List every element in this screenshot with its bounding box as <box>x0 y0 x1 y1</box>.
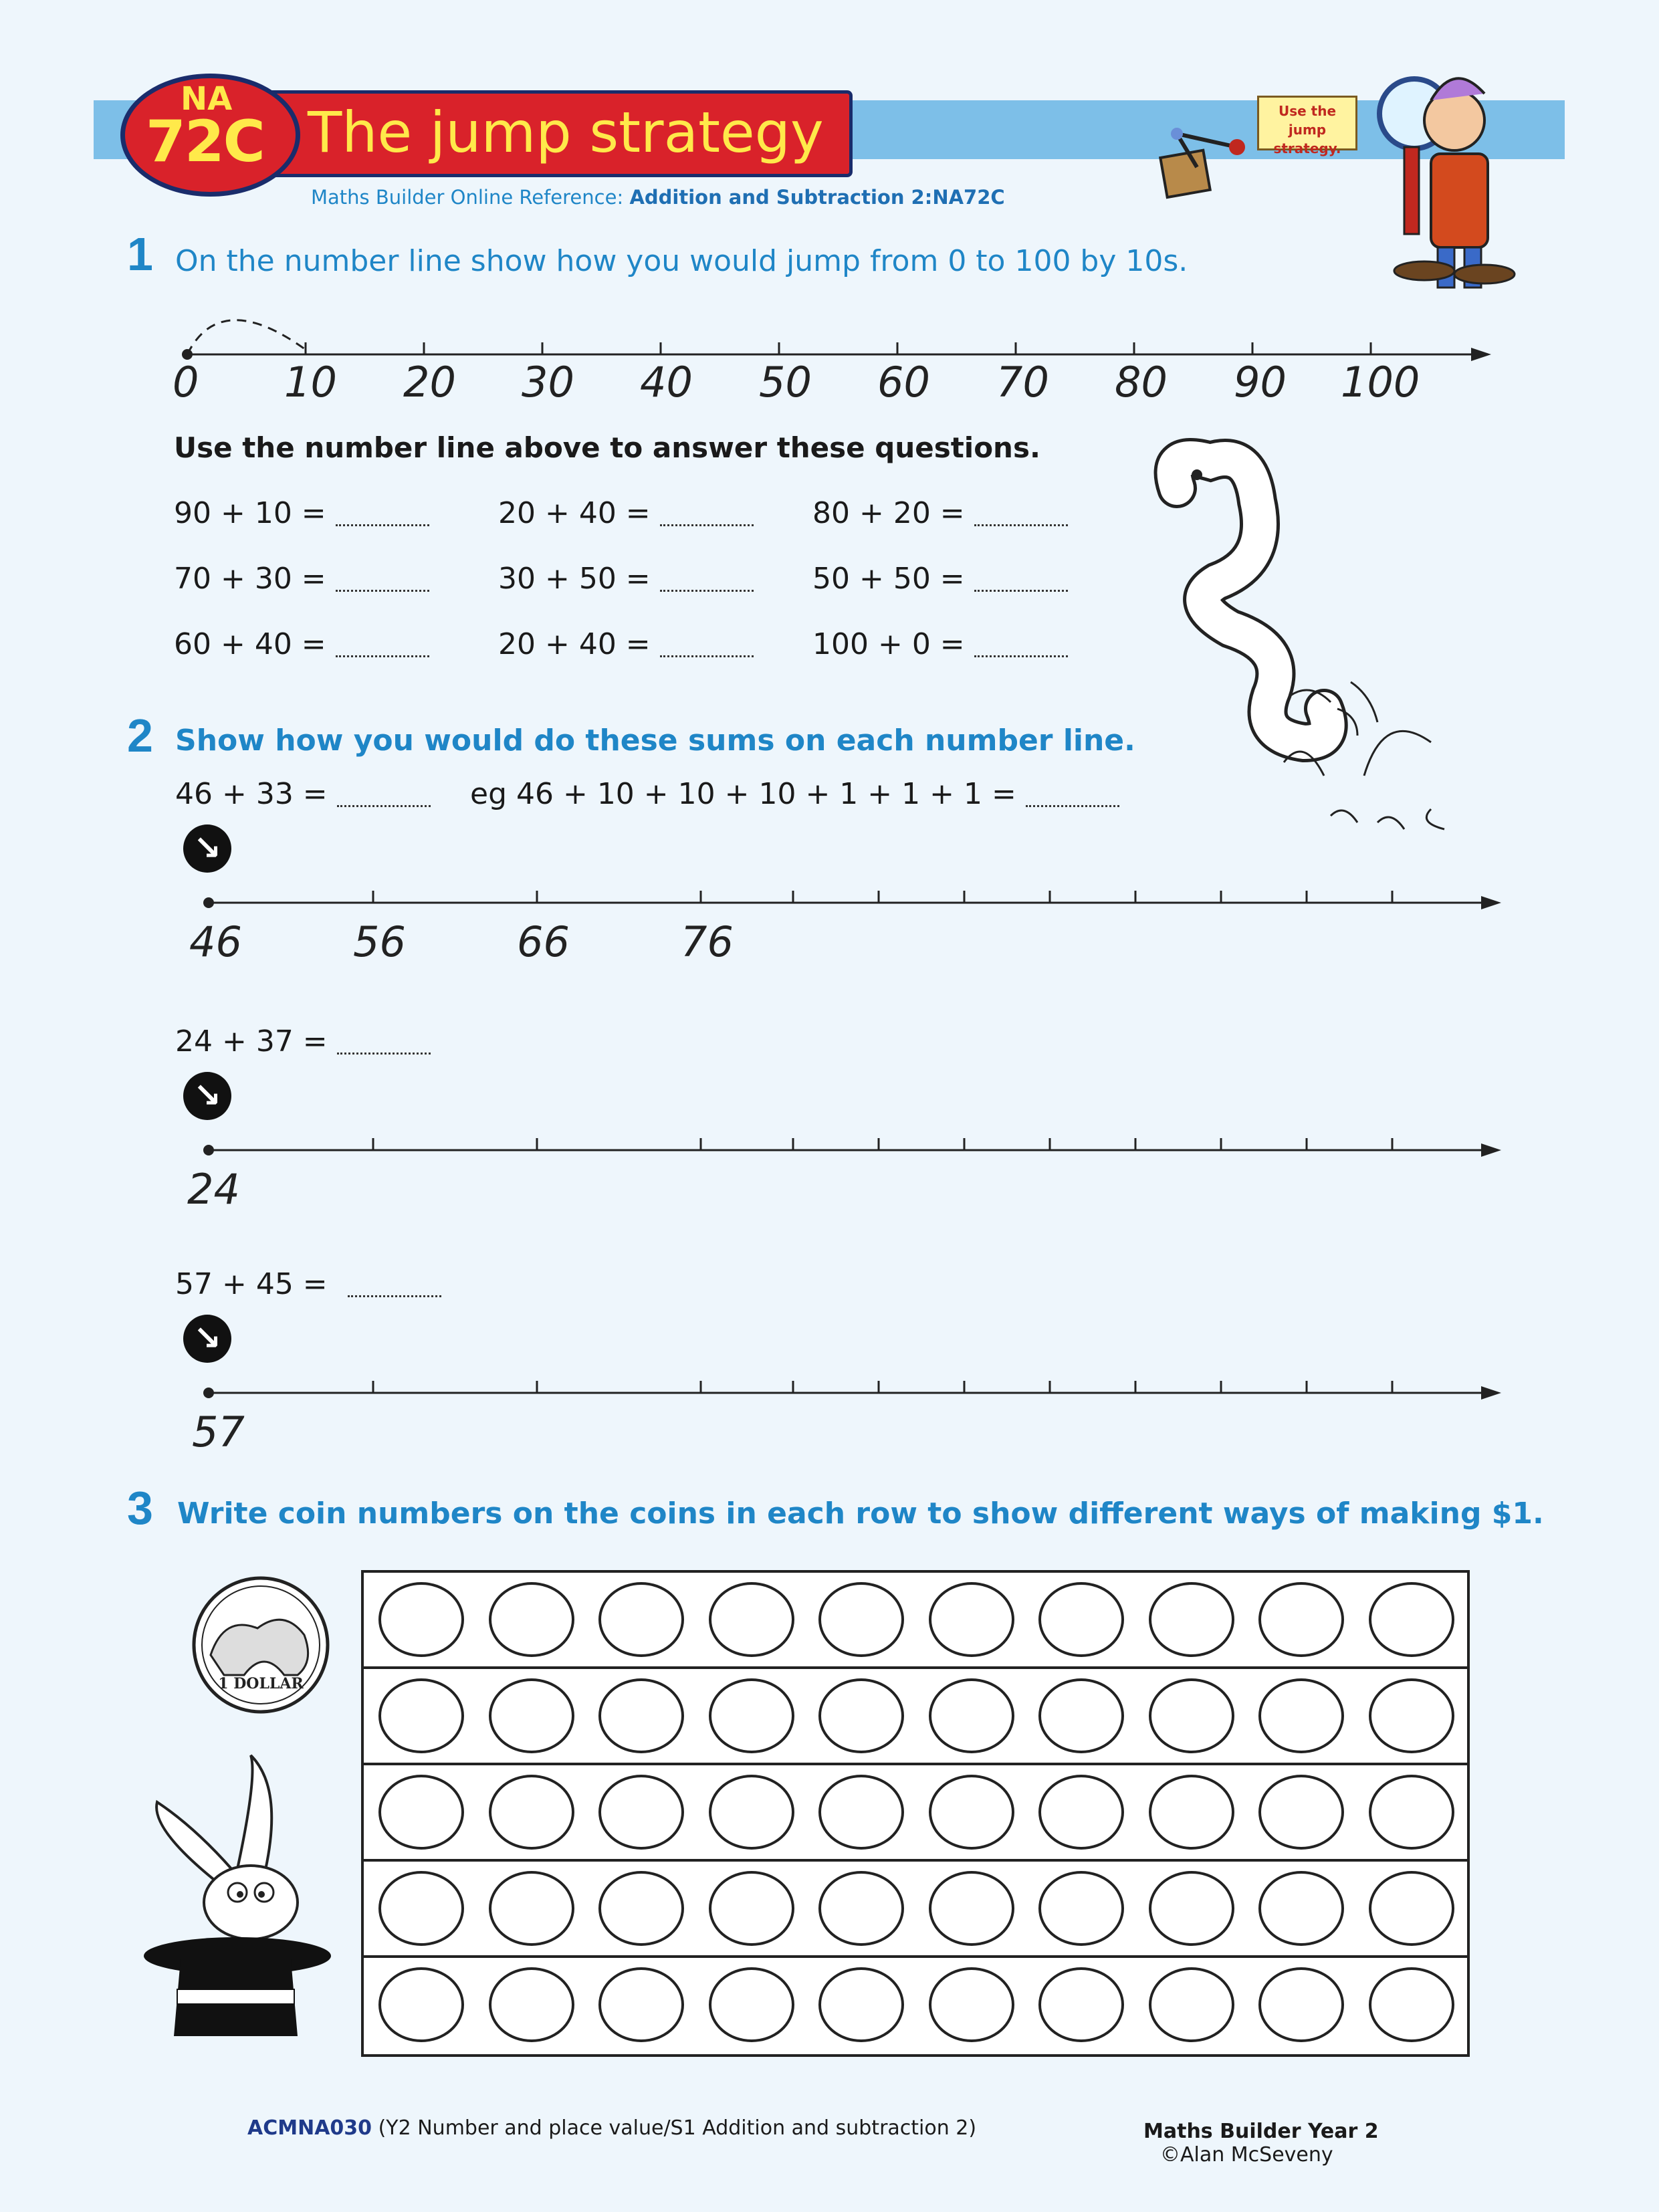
coin-blank[interactable] <box>929 1775 1014 1850</box>
start-arrow-icon: ↘ <box>183 1072 231 1120</box>
nl1-label: 70 <box>996 358 1049 407</box>
sum-item: 20 + 40 = <box>498 627 754 661</box>
coin-blank[interactable] <box>1369 1678 1454 1753</box>
coin-blank[interactable] <box>1369 1871 1454 1946</box>
sum-item: 20 + 40 = <box>498 496 754 530</box>
coin-blank[interactable] <box>598 1678 684 1753</box>
copyright: ©Alan McSeveny <box>1160 2143 1333 2167</box>
nl4-label: 57 <box>192 1408 245 1456</box>
question-1-instruction: Use the number line above to answer these questions. <box>174 431 1040 464</box>
question-3-text: Write coin numbers on the coins in each row to show different ways of making $1. <box>177 1497 1544 1531</box>
dollar-coin-icon <box>184 1575 338 1715</box>
coin-blank[interactable] <box>378 1967 464 2042</box>
nl1-label: 90 <box>1234 358 1287 407</box>
sum-item: 30 + 50 = <box>498 562 754 596</box>
detective-illustration <box>1150 47 1525 294</box>
coin-blank[interactable] <box>929 1582 1014 1657</box>
coin-label: 1 DOLLAR <box>218 1675 304 1692</box>
coin-blank[interactable] <box>1038 1871 1124 1946</box>
online-reference: Maths Builder Online Reference: Addition and Subtraction 2:NA72C <box>311 186 1005 209</box>
sum-item: 46 + 33 = <box>175 777 431 811</box>
nl1-label: 40 <box>640 358 693 407</box>
rabbit-in-hat-illustration <box>137 1749 338 2050</box>
coin-blank[interactable] <box>818 1678 904 1753</box>
answer-blank[interactable] <box>337 785 431 807</box>
coin-blank[interactable] <box>378 1678 464 1753</box>
question-3-number: 3 <box>127 1482 153 1534</box>
coin-blank[interactable] <box>489 1871 574 1946</box>
nl1-label: 50 <box>759 358 812 407</box>
code-badge-na: NA <box>181 80 233 118</box>
number-line-4 <box>187 1366 1511 1406</box>
answer-blank[interactable] <box>660 635 754 657</box>
coin-row <box>364 1862 1467 1958</box>
nl2-label: 56 <box>353 917 406 966</box>
coin-blank[interactable] <box>709 1775 794 1850</box>
coin-blank[interactable] <box>709 1582 794 1657</box>
answer-blank[interactable] <box>974 504 1068 526</box>
coin-blank[interactable] <box>1369 1967 1454 2042</box>
coin-blank[interactable] <box>929 1871 1014 1946</box>
coin-blank[interactable] <box>1258 1678 1344 1753</box>
question-2-text: Show how you would do these sums on each number line. <box>175 724 1135 758</box>
nl2-label: 46 <box>189 917 242 966</box>
answer-blank[interactable] <box>974 570 1068 592</box>
coin-blank[interactable] <box>1149 1775 1234 1850</box>
answer-blank[interactable] <box>660 570 754 592</box>
coin-blank[interactable] <box>1038 1678 1124 1753</box>
coin-blank[interactable] <box>1149 1871 1234 1946</box>
coin-row <box>364 1765 1467 1862</box>
coin-blank[interactable] <box>818 1582 904 1657</box>
coin-row <box>364 1669 1467 1765</box>
nl1-label: 100 <box>1341 358 1420 407</box>
coin-blank[interactable] <box>929 1967 1014 2042</box>
nl2-label: 76 <box>681 917 734 966</box>
strategy-sign: Use the jump strategy. <box>1257 96 1357 150</box>
coin-blank[interactable] <box>709 1871 794 1946</box>
coin-blank[interactable] <box>818 1967 904 2042</box>
coin-blank[interactable] <box>818 1775 904 1850</box>
coin-blank[interactable] <box>1258 1871 1344 1946</box>
nl1-label: 20 <box>403 358 456 407</box>
coin-blank[interactable] <box>1369 1582 1454 1657</box>
sum-item: 80 + 20 = <box>812 496 1068 530</box>
coin-blank[interactable] <box>489 1775 574 1850</box>
coin-blank[interactable] <box>1258 1775 1344 1850</box>
coin-blank[interactable] <box>489 1678 574 1753</box>
start-arrow-icon: ↘ <box>183 824 231 873</box>
nl2-label: 66 <box>517 917 570 966</box>
answer-blank[interactable] <box>336 570 429 592</box>
coin-blank[interactable] <box>1149 1678 1234 1753</box>
coin-blank[interactable] <box>1258 1967 1344 2042</box>
sum-item: 70 + 30 = <box>174 562 429 596</box>
sum-item: 60 + 40 = <box>174 627 429 661</box>
answer-blank[interactable] <box>336 635 429 657</box>
sum-item: 50 + 50 = <box>812 562 1068 596</box>
nl1-label: 0 <box>173 358 199 407</box>
coin-blank[interactable] <box>1038 1967 1124 2042</box>
coin-blank[interactable] <box>378 1871 464 1946</box>
coin-blank[interactable] <box>598 1775 684 1850</box>
jumping-worm-illustration <box>1137 428 1471 856</box>
sum-item: 100 + 0 = <box>812 627 1068 661</box>
answer-blank[interactable] <box>337 1032 431 1055</box>
nl1-label: 80 <box>1115 358 1168 407</box>
page-title: The jump strategy <box>308 100 824 165</box>
coin-blank[interactable] <box>489 1967 574 2042</box>
sum-item: 24 + 37 = <box>175 1024 431 1059</box>
number-line-2 <box>187 876 1511 916</box>
coin-blank[interactable] <box>709 1678 794 1753</box>
coin-blank[interactable] <box>1149 1582 1234 1657</box>
question-1-text: On the number line show how you would jump from 0 to 100 by 10s. <box>175 244 1188 278</box>
coin-blank[interactable] <box>378 1775 464 1850</box>
example-sum: eg 46 + 10 + 10 + 10 + 1 + 1 + 1 = <box>470 777 1119 811</box>
book-title: Maths Builder Year 2 <box>1143 2120 1379 2143</box>
number-line-1 <box>160 294 1498 415</box>
coin-blank[interactable] <box>709 1967 794 2042</box>
coin-blank[interactable] <box>818 1871 904 1946</box>
coin-blank[interactable] <box>489 1582 574 1657</box>
sum-item: 90 + 10 = <box>174 496 429 530</box>
coin-row <box>364 1958 1467 2054</box>
coin-grid <box>361 1570 1470 2057</box>
coin-blank[interactable] <box>598 1582 684 1657</box>
nl1-label: 30 <box>522 358 574 407</box>
coin-row <box>364 1573 1467 1669</box>
answer-blank[interactable] <box>336 504 429 526</box>
code-badge-number: 72C <box>146 108 264 175</box>
coin-blank[interactable] <box>598 1871 684 1946</box>
question-1-number: 1 <box>127 228 153 280</box>
sum-item: 57 + 45 = <box>175 1267 441 1301</box>
coin-blank[interactable] <box>1258 1582 1344 1657</box>
coin-blank[interactable] <box>1038 1775 1124 1850</box>
coin-blank[interactable] <box>929 1678 1014 1753</box>
coin-blank[interactable] <box>1369 1775 1454 1850</box>
number-line-3 <box>187 1123 1511 1164</box>
question-2-number: 2 <box>127 709 153 762</box>
start-arrow-icon: ↘ <box>183 1315 231 1363</box>
coin-blank[interactable] <box>598 1967 684 2042</box>
nl1-label: 10 <box>284 358 337 407</box>
coin-blank[interactable] <box>1038 1582 1124 1657</box>
answer-blank[interactable] <box>974 635 1068 657</box>
answer-blank[interactable] <box>660 504 754 526</box>
curriculum-reference: ACMNA030 (Y2 Number and place value/S1 Addition and subtraction 2) <box>247 2116 977 2140</box>
coin-blank[interactable] <box>1149 1967 1234 2042</box>
answer-blank[interactable] <box>1026 785 1119 807</box>
coin-blank[interactable] <box>378 1582 464 1657</box>
nl3-label: 24 <box>187 1165 240 1214</box>
answer-blank[interactable] <box>348 1275 441 1297</box>
nl1-label: 60 <box>877 358 930 407</box>
